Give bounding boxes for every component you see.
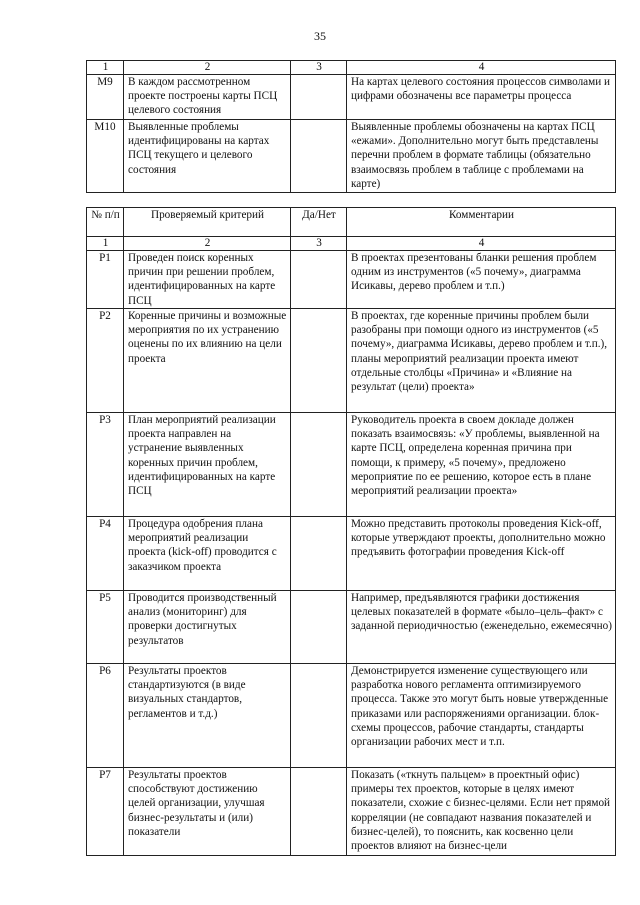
- criteria-table: [86, 207, 616, 856]
- row-id: М9: [87, 75, 124, 120]
- criterion-cell: Выявленные проблемы идентифицированы на картах ПСЦ текущего и целевого состояния: [124, 120, 291, 193]
- table-row: [87, 75, 616, 120]
- check-cell: [291, 75, 347, 120]
- header-criterion: Проверяемый критерий: [124, 208, 291, 237]
- table-row: [87, 309, 616, 413]
- criterion-cell: План мероприятий реализации проекта направлен на устранение выявленных коренных причин проблем, идентифицированных на карте ПСЦ: [124, 413, 291, 517]
- column-number: 3: [291, 61, 347, 75]
- check-cell: [291, 309, 347, 413]
- table-row: [87, 664, 616, 768]
- criterion-cell: Проведен поиск коренных причин при решении проблем, идентифицированных на карте ПСЦ: [124, 251, 291, 309]
- comment-cell: На картах целевого состояния процессов символами и цифрами обозначены все параметры процесса: [347, 75, 616, 120]
- check-cell: [291, 517, 347, 591]
- comment-cell: Показать («ткнуть пальцем» в проектный офис) примеры тех проектов, которые в целях имеют показатели, схожие с бизнес-целями. Если нет прямой корреляции (не совпадают названия показателей и бизнес-целей), то пояснить, как косвенно цели проектов влияют на бизнес-цели: [347, 768, 616, 856]
- column-number: 1: [87, 237, 124, 251]
- table-row: [87, 591, 616, 664]
- criterion-cell: Результаты проектов стандартизуются (в виде визуальных стандартов, регламентов и т.д.): [124, 664, 291, 768]
- row-id: Р6: [87, 664, 124, 768]
- page-number: 35: [314, 29, 326, 43]
- column-number: 1: [87, 61, 124, 75]
- column-number-row: [87, 237, 616, 251]
- header-row: [87, 208, 616, 237]
- comment-cell: Выявленные проблемы обозначены на картах ПСЦ «ежами». Дополнительно могут быть представлены перечни проблем в формате таблицы (обязательно взаимосвязь проблем в таблице с проблемами на карте): [347, 120, 616, 193]
- criterion-cell: Процедура одобрения плана мероприятий реализации проекта (kick-off) проводится с заказчиком проекта: [124, 517, 291, 591]
- column-number: 2: [124, 61, 291, 75]
- table-row: [87, 768, 616, 856]
- table-row: [87, 517, 616, 591]
- criterion-cell: Проводится производственный анализ (мониторинг) для проверки достигнутых результатов: [124, 591, 291, 664]
- header-yes-no: Да/Нет: [291, 208, 347, 237]
- column-number: 4: [347, 237, 616, 251]
- row-id: Р3: [87, 413, 124, 517]
- criterion-cell: В каждом рассмотренном проекте построены карты ПСЦ целевого состояния: [124, 75, 291, 120]
- table-row: [87, 120, 616, 193]
- check-cell: [291, 251, 347, 309]
- check-cell: [291, 591, 347, 664]
- row-id: Р1: [87, 251, 124, 309]
- criterion-cell: Результаты проектов способствуют достижению целей организации, улучшая бизнес-результаты и (или) показатели: [124, 768, 291, 856]
- table-row: [87, 251, 616, 309]
- row-id: Р4: [87, 517, 124, 591]
- comment-cell: Можно представить протоколы проведения Kick-off, которые утверждают проекты, дополнительно можно предъявить фотографии проведения Kick-off: [347, 517, 616, 591]
- check-cell: [291, 120, 347, 193]
- criterion-cell: Коренные причины и возможные мероприятия по их устранению оценены по их влиянию на цели проекта: [124, 309, 291, 413]
- row-id: Р2: [87, 309, 124, 413]
- comment-cell: Например, предъявляются графики достижения целевых показателей в формате «было–цель–факт» с заданной периодичностью (еженедельно, ежемесячно): [347, 591, 616, 664]
- table-row: [87, 413, 616, 517]
- check-cell: [291, 768, 347, 856]
- comment-cell: В проектах, где коренные причины проблем были разобраны при помощи одного из инструментов («5 почему», диаграмма Исикавы, дерево проблем и т.п.), планы мероприятий реализации проекта имеют отдельные столбцы «Причина» и «Влияние на результат (цели) проекта»: [347, 309, 616, 413]
- column-number: 4: [347, 61, 616, 75]
- comment-cell: Демонстрируется изменение существующего или разработка нового регламента оптимизируемого процесса. Также это могут быть новые утвержденные приказами или распоряжениями организации. блок-схемы процессов, рабочие стандарты, стандарты организации рабочих мест и т.п.: [347, 664, 616, 768]
- check-cell: [291, 664, 347, 768]
- criteria-table-continued: [86, 60, 616, 193]
- check-cell: [291, 413, 347, 517]
- column-number: 2: [124, 237, 291, 251]
- column-number: 3: [291, 237, 347, 251]
- row-id: М10: [87, 120, 124, 193]
- header-number: № п/п: [87, 208, 124, 237]
- column-number-row: [87, 61, 616, 75]
- comment-cell: В проектах презентованы бланки решения проблем одним из инструментов («5 почему», диаграмма Исикавы, дерево проблем и т.п.): [347, 251, 616, 309]
- comment-cell: Руководитель проекта в своем докладе должен показать взаимосвязь: «У проблемы, выявленной на карте ПСЦ, определена коренная причина при помощи, к примеру, «5 почему», предложено мероприятие по ее решению, которое есть в плане мероприятий реализации проекта»: [347, 413, 616, 517]
- row-id: Р5: [87, 591, 124, 664]
- header-comments: Комментарии: [347, 208, 616, 237]
- row-id: Р7: [87, 768, 124, 856]
